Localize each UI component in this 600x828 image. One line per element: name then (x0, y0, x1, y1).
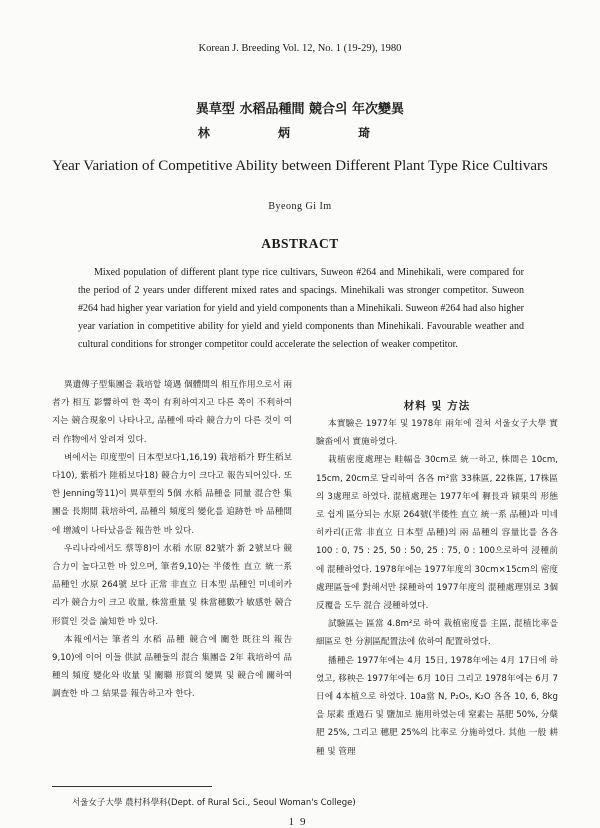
author-affiliation: 서울女子大學 農村科學科(Dept. of Rural Sci., Seoul Woman's College) (72, 798, 356, 808)
english-author: Byeong Gi Im (268, 201, 332, 212)
korean-title: 異草型 水稻品種間 競合의 年次變異 (195, 102, 405, 117)
methods-paragraph: 本實驗은 1977年 및 1978年 兩年에 걸쳐 서울女子大學 實驗畓에서 實施하였다. (316, 419, 558, 448)
journal-citation: Korean J. Breeding Vol. 12, No. 1 (19-29), 1980 (198, 43, 402, 54)
intro-paragraph: 벼에서는 印度型이 日本型보다1,16,19) 栽培稻가 野生稻보다10), 紫稻가 陸稻보다18) 競合力이 크다고 報告되어있다. 또한 Jenning等11)이 異草型의 5個 水稻 品種을 同量 混合한 集團을 長期間 栽培하여, 品種의 頻度의 變化를 追跡한 바 品種間에 增減이 나타났음을 報告한 바 있다. (52, 452, 292, 536)
intro-paragraph: 本報에서는 筆者의 水稻 品種 競合에 關한 既往의 報告9,10)에 이어 이들 供試 品種들의 混合 集團을 2年 栽培하여 品種의 頻度 變化와 收量 및 關聯 形質의 變異 및 競合에 關하여 調査한 바 그 結果를 報告하고자 한다. (52, 634, 292, 700)
methods-paragraph: 播種은 1977年에는 4月 15日, 1978年에는 4月 17日에 하였고, 移秧은 1977年에는 6月 10日 그리고 1978年에는 6月 7日에 4本植으로 하였다. 10a當 N, P₂O₅, K₂O 各各 10, 6, 8kg을 尿素 重過石 및 鹽加로 施用하였는데 窒素는 基肥 50%, 分蘖肥 25%, 그리고 穗肥 25%의 比率로 分施하였다. 其他 一般 耕種 및 管理 (316, 655, 558, 757)
intro-paragraph: 우리나라에서도 蔡等8)이 水稻 水原 82號가 新 2號보다 競合力이 높다고한 바 있으며, 筆者9,10)는 半倭性 直立 統一系 品種인 水原 264號 보다 正常 非直立 日本型 品種인 미네히카리가 競合力이 크고 收量, 株當重量 및 株當穗數가 敏感한 競合形質인 것을 論知한 바 있다. (52, 543, 292, 627)
abstract-text: Mixed population of different plant type rice cultivars, Suweon #264 and Minehikali, were compared for the period of 2 years under different mixed rates and spacings. Minehikali was stronger competitor. Suweon #264 had higher year variation for yield and yield components than a Minehikali. Suweon #264 had also higher year variation in competitive ability for yield and yield components than Minehikali. Favourable weather and cultural conditions for stronger competitor could accelerate the selection of weaker competitor. (78, 267, 525, 350)
english-title: Year Variation of Competitive Ability between Different Plant Type Rice Cultivars (52, 158, 548, 174)
footnote-divider (52, 786, 212, 787)
korean-author: 林 炳 琦 (197, 126, 403, 140)
abstract-heading: ABSTRACT (261, 236, 339, 251)
methods-heading: 材料 및 方法 (403, 400, 471, 412)
intro-paragraph: 異遺傳子型集團을 栽培할 境遇 個體間의 相互作用으로서 兩者가 相互 影響하여 한 쪽이 有利하여지고 다른 쪽이 不利하여지는 競合現象이 나타나고, 品種에 따라 競合力이 다른 것이 여러 作物에서 알려져 있다. (52, 380, 292, 445)
page-number: 19 (288, 816, 312, 828)
introduction-column (52, 376, 292, 704)
methods-paragraph: 栽植密度處理는 畦幅을 30cm로 統一하고, 株間은 10cm, 15cm, 20cm로 달리하여 各各 m²當 33株區, 22株區, 17株區의 3處理로 하였다. 混植處理는 1977年에 穉長과 穎果의 形態로 쉽게 區分되는 水原 264號(半倭性 直立 統一系 品種)과 미네히카리(正常 非直立 日本型 品種)의 兩 品種의 容量比를 各各 100 : 0, 75 : 25, 50 : 50, 25 : 75, 0 : 100으로하여 浸種前에 混種하였다. 1978年에는 1977年度의 30cm×15cm의 密度 處理區들에 對해서만 採種하여 1977年度의 混種處理別로 3個 反覆을 도두 混合 浸種하였다. (316, 455, 558, 612)
methods-column (316, 415, 558, 761)
methods-paragraph: 試驗區는 區當 4.8m²로 하여 栽植密度를 主區, 混植比率을 細區로 한 分割區配置法에 依하여 配置하였다. (316, 619, 558, 648)
